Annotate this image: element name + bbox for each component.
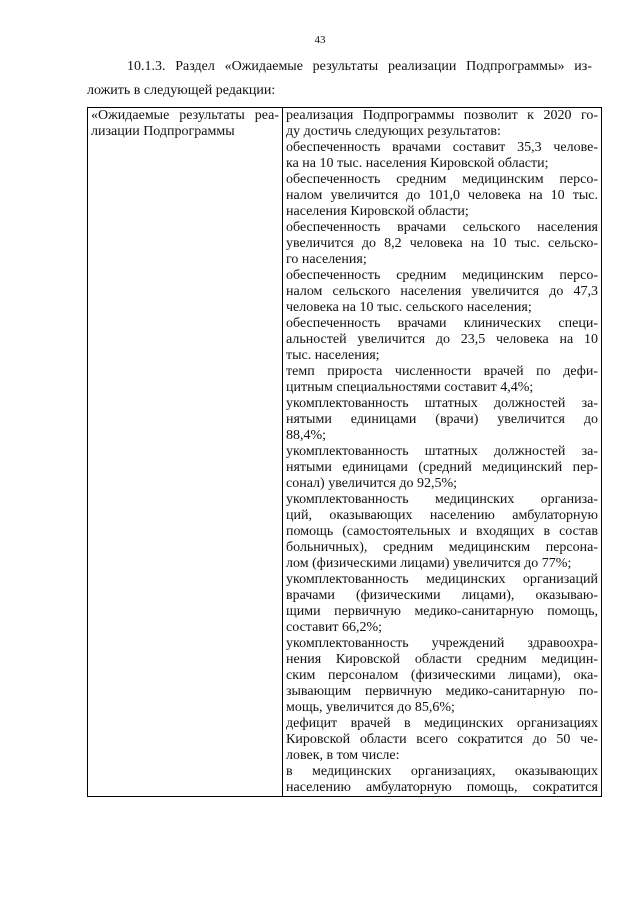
right-cell-line: нятыми единицами (средний медицинский пер- xyxy=(286,460,598,475)
right-cell-line: укомплектованность медицинских организаций xyxy=(286,572,598,587)
right-cell-line: укомплектованность медицинских организа- xyxy=(286,492,598,507)
right-cell-line: обеспеченность врачами сельского населения xyxy=(286,220,598,235)
right-cell-line: обеспеченность врачами клинических специ- xyxy=(286,316,598,331)
results-table xyxy=(87,107,602,797)
right-cell-line: укомплектованность штатных должностей за- xyxy=(286,444,598,459)
table-row xyxy=(88,108,602,797)
right-cell-line: зывающим первичную медико-санитарную по- xyxy=(286,684,598,699)
intro-paragraph xyxy=(87,55,592,103)
right-cell-text xyxy=(286,108,598,796)
right-cell-line: дефицит врачей в медицинских организациях xyxy=(286,716,598,731)
right-cell-line: альностей увеличится до 23,5 человека на 10 xyxy=(286,332,598,347)
right-cell-line: ду достичь следующих результатов: xyxy=(286,124,501,139)
right-cell-line: населению амбулаторную помощь, сократится xyxy=(286,780,598,795)
right-cell-line: помощь (самостоятельных и входящих в состав xyxy=(286,524,598,539)
intro-line-2: ложить в следующей редакции: xyxy=(87,83,276,98)
right-cell-line: обеспеченность врачами составит 35,3 челове- xyxy=(286,140,598,155)
left-cell-text xyxy=(91,108,279,140)
right-cell-line: лом (физическими лицами) увеличится до 77%; xyxy=(286,556,572,571)
right-cell-line: обеспеченность средним медицинским персо- xyxy=(286,172,598,187)
right-cell-line: налом увеличится до 101,0 человека на 10 тыс. xyxy=(286,188,598,203)
right-cell-line: укомплектованность учреждений здравоохра- xyxy=(286,636,598,651)
right-cell-line: го населения; xyxy=(286,252,367,267)
page-number: 43 xyxy=(314,34,326,46)
left-cell-line: лизации Подпрограммы xyxy=(91,124,235,139)
intro-line-1: 10.1.3. Раздел «Ожидаемые результаты реализации Подпрограммы» из- xyxy=(127,59,592,74)
left-cell-line: «Ожидаемые результаты реа- xyxy=(91,108,279,123)
right-cell xyxy=(283,108,602,797)
right-cell-line: населения Кировской области; xyxy=(286,204,469,219)
left-cell xyxy=(88,108,283,797)
right-cell-line: налом сельского населения увеличится до 47,3 xyxy=(286,284,598,299)
right-cell-line: больничных), средним медицинским персона- xyxy=(286,540,598,555)
right-cell-line: укомплектованность штатных должностей за- xyxy=(286,396,598,411)
right-cell-line: увеличится до 8,2 человека на 10 тыс. сельско- xyxy=(286,236,598,251)
right-cell-line: 88,4%; xyxy=(286,428,327,443)
right-cell-line: врачами (физическими лицами), оказываю- xyxy=(286,588,598,603)
right-cell-line: сонал) увеличится до 92,5%; xyxy=(286,476,458,491)
right-cell-line: темп прироста численности врачей по дефи- xyxy=(286,364,598,379)
right-cell-line: Кировской области всего сократится до 50 че- xyxy=(286,732,598,747)
right-cell-line: человека на 10 тыс. сельского населения; xyxy=(286,300,532,315)
right-cell-line: ций, оказывающих населению амбулаторную xyxy=(286,508,598,523)
right-cell-line: мощь, увеличится до 85,6%; xyxy=(286,700,455,715)
right-cell-line: нятыми единицами (врачи) увеличится до xyxy=(286,412,598,427)
right-cell-line: обеспеченность средним медицинским персо- xyxy=(286,268,598,283)
right-cell-line: ловек, в том числе: xyxy=(286,748,400,763)
right-cell-line: нения Кировской области средним медицин- xyxy=(286,652,598,667)
right-cell-line: составит 66,2%; xyxy=(286,620,383,635)
right-cell-line: цитным специальностями составит 4,4%; xyxy=(286,380,534,395)
right-cell-line: ка на 10 тыс. населения Кировской области; xyxy=(286,156,549,171)
right-cell-line: тыс. населения; xyxy=(286,348,380,363)
right-cell-line: реализация Подпрограммы позволит к 2020 го- xyxy=(286,108,598,123)
right-cell-line: в медицинских организациях, оказывающих xyxy=(286,764,598,779)
right-cell-line: щими первичную медико-санитарную помощь, xyxy=(286,604,598,619)
right-cell-line: ским персоналом (физическими лицами), ока- xyxy=(286,668,598,683)
